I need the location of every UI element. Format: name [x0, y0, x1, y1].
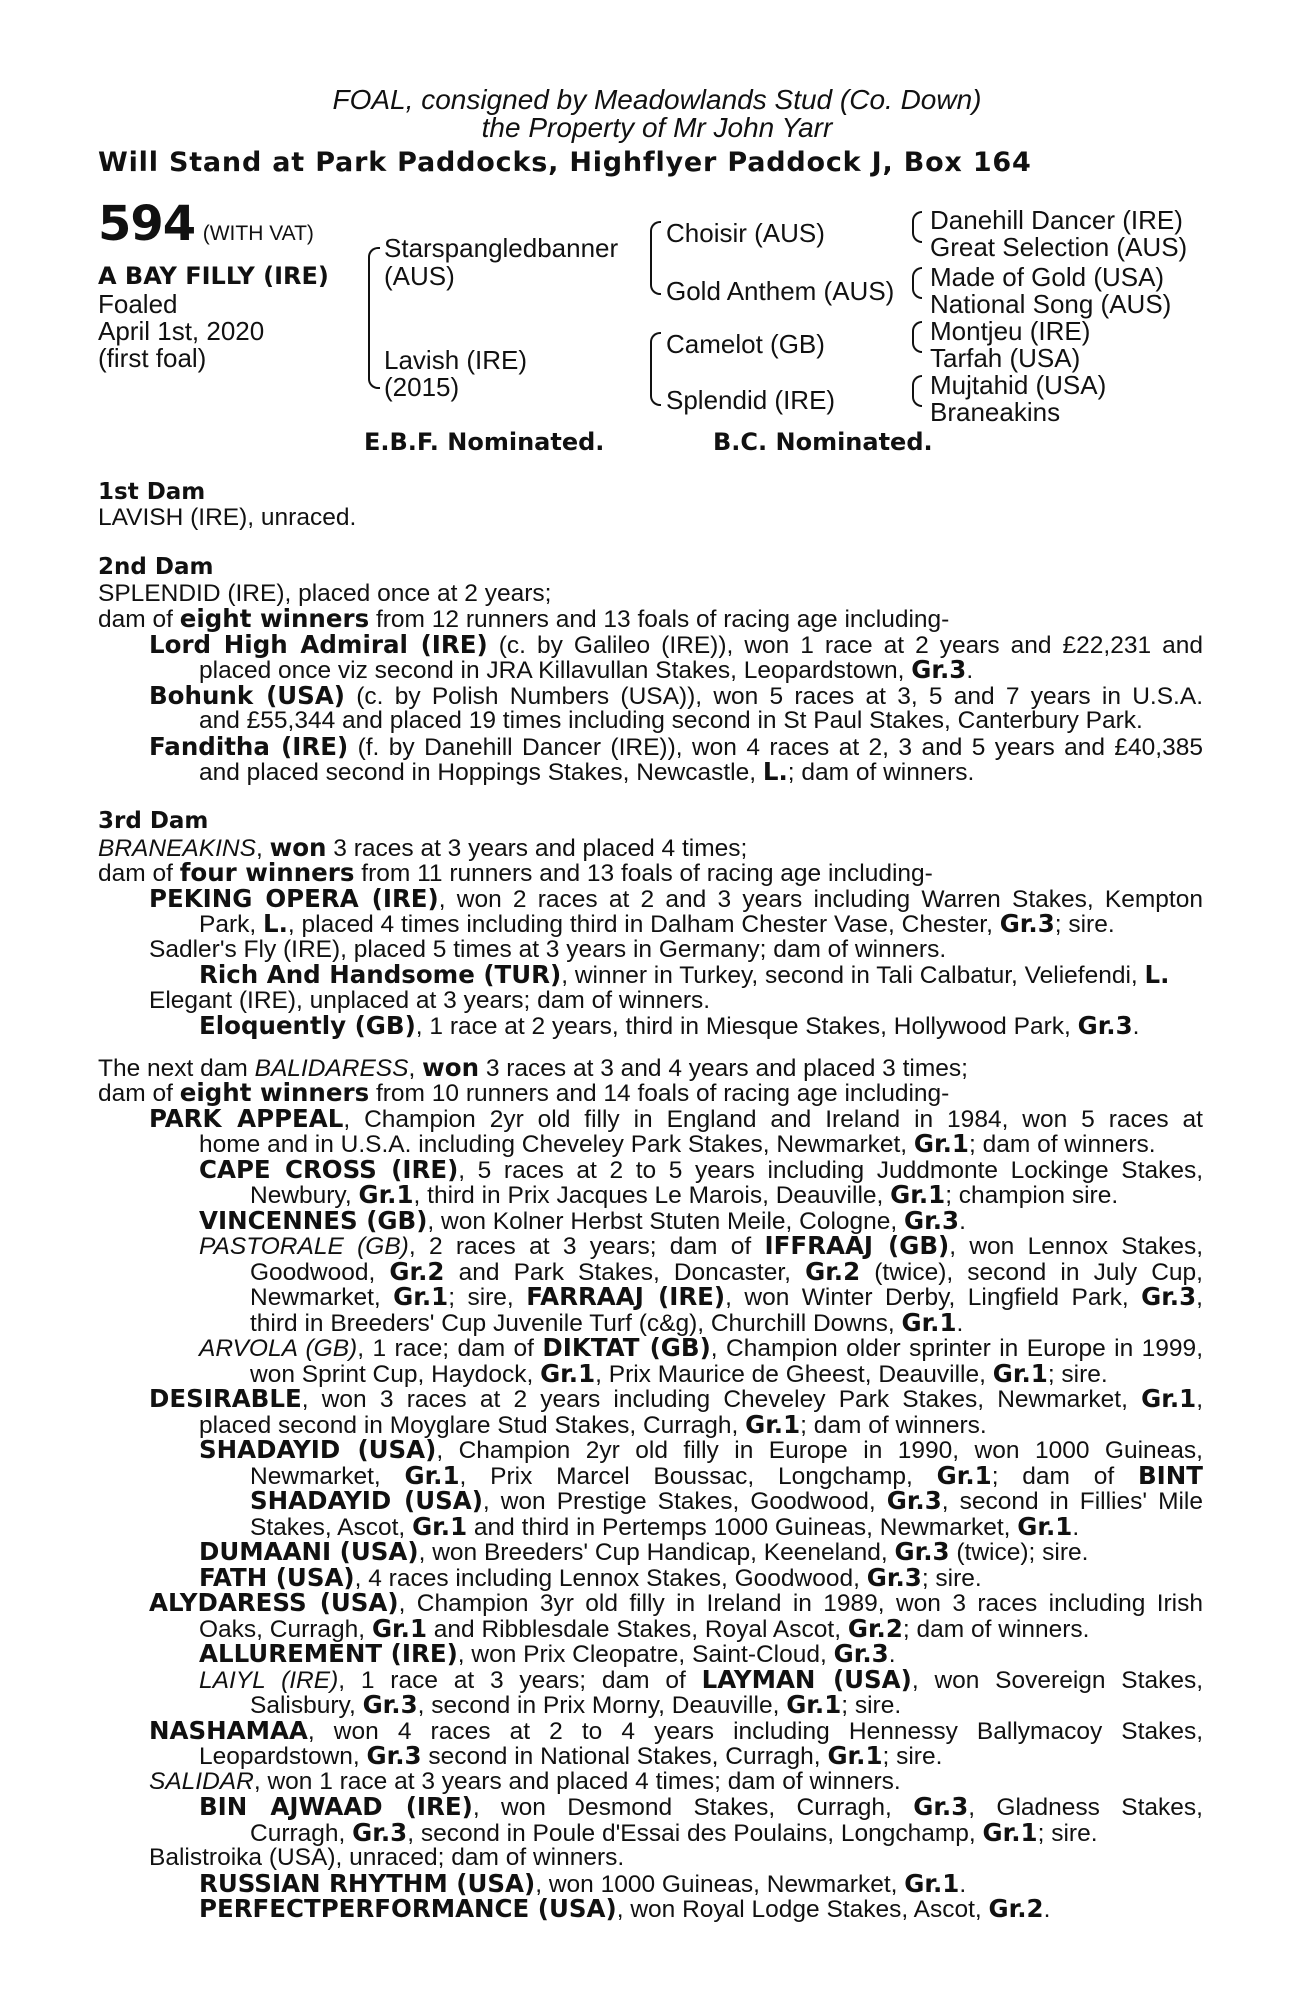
grade: Gr.2 — [847, 1614, 903, 1643]
text: dam of — [98, 860, 180, 887]
bracket-3b — [912, 226, 922, 243]
horse-name: Rich And Handsome (TUR) — [199, 960, 562, 989]
horse-name: PASTORALE (GB) — [199, 1233, 409, 1260]
text: , 2 races at 3 years; dam of — [408, 1233, 765, 1260]
second-dam-produce-line — [98, 606, 949, 633]
produce-bin-ajwaad — [199, 1794, 1203, 1821]
text: ; sire. — [841, 1692, 902, 1719]
text: The next dam — [98, 1055, 255, 1082]
produce-park-appeal — [149, 1106, 1203, 1133]
gg-7: Mujtahid (USA) — [930, 370, 1107, 400]
first-dam-heading: 1st Dam — [98, 479, 206, 505]
text: , 5 races at 2 to 5 years including Juddmonte Lockinge Stakes, — [458, 1157, 1203, 1184]
text: , 4 races including Lennox Stakes, Goodwood, — [354, 1565, 867, 1592]
text: (f. by Danehill Dancer (IRE)), won 4 races at 2, 3 and 5 years and £40,385 — [348, 734, 1203, 761]
horse-name: DESIRABLE — [149, 1384, 302, 1413]
text: dam of — [98, 1080, 180, 1107]
lot-number-row — [98, 196, 314, 252]
grade: Gr.3 — [904, 1206, 960, 1235]
produce-cape-cross — [199, 1157, 1203, 1184]
grade: Gr.1 — [358, 1180, 414, 1209]
grade: Gr.1 — [913, 1129, 969, 1158]
gg-8: Braneakins — [930, 397, 1061, 427]
text: and Ribblesdale Stakes, Royal Ascot, — [427, 1616, 848, 1643]
horse-name: FARRAAJ (IRE) — [526, 1282, 726, 1311]
text: ; sire. — [921, 1565, 982, 1592]
text: third in Breeders' Cup Juvenile Turf (c&g), Churchill Downs, — [250, 1310, 902, 1337]
dam-year: (2015) — [384, 372, 460, 402]
text: won — [422, 1053, 480, 1082]
grade: Gr.3 — [1077, 1011, 1133, 1040]
text: Oaks, Curragh, — [199, 1616, 372, 1643]
text: won — [269, 833, 327, 862]
grade: Gr.1 — [1017, 1512, 1073, 1541]
text: ; champion sire. — [945, 1182, 1119, 1209]
second-dam-heading: 2nd Dam — [98, 554, 214, 580]
produce-line — [199, 1131, 1156, 1158]
text: . — [1132, 1013, 1140, 1040]
third-dam-heading: 3rd Dam — [98, 808, 209, 834]
foaled-label: Foaled — [98, 289, 178, 319]
produce-nashamaa — [149, 1718, 1203, 1745]
bracket-3f — [912, 336, 922, 353]
grade: Gr.2 — [988, 1894, 1044, 1923]
grade: Gr.1 — [904, 1869, 960, 1898]
grade: L. — [263, 909, 288, 938]
horse-name: PERFECTPERFORMANCE (USA) — [199, 1894, 617, 1923]
gg-6: Tarfah (USA) — [930, 343, 1081, 373]
grade: Gr.1 — [540, 1359, 596, 1388]
text: , won 2 races at 2 and 3 years including Warren Stakes, Kempton — [438, 886, 1203, 913]
text: , — [1196, 1284, 1203, 1311]
text: 3 races at 3 and 4 years and placed 3 times; — [479, 1055, 968, 1082]
text: , placed 4 times including third in Dalham Chester Vase, Chester, — [287, 911, 1000, 938]
text: (c. by Polish Numbers (USA)), won 5 races at 3, 5 and 7 years in U.S.A. — [345, 683, 1203, 710]
bracket-3h — [912, 390, 922, 407]
text: , second in Prix Morny, Deauville, — [417, 1692, 787, 1719]
dam-line-bracket-lower — [650, 368, 661, 406]
text: , won Prix Cleopatre, Saint-Cloud, — [457, 1641, 834, 1668]
text: , Prix Maurice de Gheest, Deauville, — [595, 1361, 993, 1388]
gg-1: Danehill Dancer (IRE) — [930, 205, 1183, 235]
grade: Gr.1 — [890, 1180, 946, 1209]
text: Newbury, — [250, 1182, 359, 1209]
text: , won Kolner Herbst Stuten Meile, Cologne, — [427, 1208, 905, 1235]
grade: Gr.3 — [894, 1537, 950, 1566]
text: , 1 race; dam of — [357, 1335, 543, 1362]
sire-country: (AUS) — [384, 261, 455, 291]
sire-bracket — [368, 247, 380, 329]
produce-alydaress — [149, 1590, 1203, 1617]
text: , third in Prix Jacques Le Marois, Deauville, — [413, 1182, 891, 1209]
text: , won Winter Derby, Lingfield Park, — [725, 1284, 1142, 1311]
produce-pastorale — [199, 1233, 1203, 1260]
text: ; sire, — [448, 1284, 527, 1311]
text: from 11 runners and 13 foals of racing age including- — [354, 860, 933, 887]
grade: L. — [1144, 960, 1170, 989]
produce-line — [250, 1284, 1203, 1311]
produce-arvola — [199, 1335, 1203, 1362]
text: second in National Stakes, Curragh, — [421, 1743, 828, 1770]
text: Leopardstown, — [199, 1743, 367, 1770]
consignor-line: FOAL, consigned by Meadowlands Stud (Co. Down) — [332, 84, 982, 115]
grade: Gr.3 — [999, 909, 1055, 938]
grade: Gr.3 — [833, 1639, 889, 1668]
produce-line — [199, 759, 974, 786]
gg-2: Great Selection (AUS) — [930, 232, 1188, 262]
dam-name: BALIDARESS — [254, 1055, 409, 1082]
dam-name: Lavish (IRE) — [384, 345, 528, 375]
dam-bracket — [368, 327, 380, 389]
horse-name: Eloquently (GB) — [199, 1011, 416, 1040]
horse-name: FATH (USA) — [199, 1563, 355, 1592]
text: , won Royal Lodge Stakes, Ascot, — [616, 1896, 989, 1923]
grade: Gr.1 — [827, 1741, 883, 1770]
grade: Gr.1 — [936, 1461, 992, 1490]
horse-name: LAIYL (IRE) — [199, 1667, 339, 1694]
text: , — [1196, 1386, 1203, 1413]
text: . — [959, 1208, 966, 1235]
vat-label: (WITH VAT) — [202, 222, 314, 245]
grade: Gr.1 — [901, 1308, 957, 1337]
text: Salisbury, — [250, 1692, 363, 1719]
ebf-nominated: E.B.F. Nominated. — [364, 428, 605, 456]
horse-name: LAYMAN (USA) — [701, 1665, 912, 1694]
horse-name: BINT — [1137, 1461, 1203, 1490]
next-dam-produce-line — [98, 1080, 949, 1107]
sire-sire: Choisir (AUS) — [666, 218, 825, 248]
text: and third in Pertemps 1000 Guineas, Newmarket, — [467, 1514, 1018, 1541]
text: Newmarket, — [250, 1284, 394, 1311]
winners-count: eight winners — [179, 1078, 370, 1107]
grade: Gr.1 — [371, 1614, 427, 1643]
text: , won Desmond Stakes, Curragh, — [472, 1794, 914, 1821]
grade: Gr.1 — [982, 1818, 1038, 1847]
text: , 1 race at 3 years; dam of — [338, 1667, 702, 1694]
text: ; sire. — [882, 1743, 943, 1770]
text: ; dam of winners. — [968, 1131, 1156, 1158]
text: ; dam of winners. — [787, 759, 975, 786]
produce-laiyl — [199, 1667, 1203, 1694]
bracket-3d — [912, 282, 922, 299]
grade: Gr.1 — [992, 1359, 1048, 1388]
text: , won Lennox Stakes, — [949, 1233, 1204, 1260]
foaled-date: April 1st, 2020 — [98, 316, 265, 346]
text: , Champion 2yr old filly in England and Ireland in 1984, won 5 races at — [343, 1106, 1203, 1133]
grade: Gr.3 — [352, 1818, 408, 1847]
horse-name: CAPE CROSS (IRE) — [199, 1155, 459, 1184]
text: (twice), second in July Cup, — [860, 1259, 1203, 1286]
text: , Champion 2yr old filly in Europe in 1990, won 1000 Guineas, — [436, 1437, 1203, 1464]
produce-line — [250, 1820, 1098, 1847]
text: . — [959, 1871, 967, 1898]
text: from 12 runners and 13 foals of racing age including- — [369, 606, 950, 633]
text: , winner in Turkey, second in Tali Calbatur, Veliefendi, — [561, 962, 1145, 989]
horse-name: BIN AJWAAD (IRE) — [199, 1792, 473, 1821]
third-dam-produce-line — [98, 860, 933, 887]
produce-line — [199, 1743, 942, 1770]
horse-name: NASHAMAA — [149, 1716, 308, 1745]
horse-name: PARK APPEAL — [149, 1104, 344, 1133]
text: ; dam of winners. — [800, 1412, 987, 1439]
sire-line-bracket — [650, 221, 661, 259]
text: home and in U.S.A. including Cheveley Park Stakes, Newmarket, — [199, 1131, 914, 1158]
text: , — [255, 835, 270, 862]
produce-rich-and-handsome — [199, 962, 1169, 989]
dam-sire: Camelot (GB) — [666, 329, 825, 359]
text: , Champion older sprinter in Europe in 1999, — [710, 1335, 1203, 1362]
text: won Sprint Cup, Haydock, — [250, 1361, 541, 1388]
text: , won 3 races at 2 years including Cheveley Park Stakes, Newmarket, — [301, 1386, 1142, 1413]
produce-elegant: Elegant (IRE), unplaced at 3 years; dam of winners. — [149, 987, 711, 1014]
produce-desirable — [149, 1386, 1203, 1413]
text: and placed second in Hoppings Stakes, Newcastle, — [199, 759, 763, 786]
produce-eloquently — [199, 1013, 1139, 1040]
grade: Gr.2 — [805, 1257, 861, 1286]
text: , second in Fillies' Mile — [941, 1488, 1203, 1515]
text: 3 races at 3 years and placed 4 times; — [326, 835, 748, 862]
text: Goodwood, — [250, 1259, 390, 1286]
produce-dumaani — [199, 1539, 1088, 1566]
first-dam-text: LAVISH (IRE), unraced. — [98, 504, 357, 531]
text: , second in Poule d'Essai des Poulains, Longchamp, — [407, 1820, 983, 1847]
grade: Gr.3 — [366, 1741, 422, 1770]
text: , won Breeders' Cup Handicap, Keeneland, — [418, 1539, 895, 1566]
produce-bohunk — [149, 683, 1203, 710]
horse-name: Bohunk (USA) — [149, 681, 345, 710]
grade: Gr.3 — [886, 1486, 942, 1515]
dam-dam: Splendid (IRE) — [666, 385, 836, 415]
sire-dam: Gold Anthem (AUS) — [666, 276, 895, 306]
grade: Gr.2 — [389, 1257, 445, 1286]
winners-count: eight winners — [179, 604, 370, 633]
lot-number: 594 — [98, 196, 196, 252]
text: . — [1043, 1896, 1051, 1923]
text: (c. by Galileo (IRE)), won 1 race at 2 years and £22,231 and — [487, 632, 1203, 659]
text: , 1 race at 2 years, third in Miesque Stakes, Hollywood Park, — [415, 1013, 1078, 1040]
horse-name: ALYDARESS (USA) — [149, 1588, 399, 1617]
text: Curragh, — [250, 1820, 353, 1847]
dam-name: BRANEAKINS — [98, 835, 256, 862]
text: from 10 runners and 14 foals of racing age including- — [369, 1080, 950, 1107]
text: ; sire. — [1047, 1361, 1108, 1388]
text: , won Prestige Stakes, Goodwood, — [482, 1488, 887, 1515]
sire-name: Starspangledbanner — [384, 233, 619, 263]
produce-fanditha — [149, 734, 1203, 761]
text: ; dam of — [991, 1463, 1138, 1490]
text: . — [1072, 1514, 1080, 1541]
gg-4: National Song (AUS) — [930, 289, 1172, 319]
text: , Gladness Stakes, — [968, 1794, 1203, 1821]
owner-line: the Property of Mr John Yarr — [481, 112, 833, 143]
text: placed once viz second in JRA Killavullan Stakes, Leopardstown, — [199, 657, 912, 684]
produce-line — [250, 1488, 1203, 1515]
grade: Gr.3 — [1141, 1282, 1197, 1311]
horse-name: SHADAYID (USA) — [250, 1486, 483, 1515]
gg-5: Montjeu (IRE) — [930, 316, 1091, 346]
second-dam-line: SPLENDID (IRE), placed once at 2 years; — [98, 580, 552, 607]
grade: Gr.1 — [786, 1690, 842, 1719]
stable-location: Will Stand at Park Paddocks, Highflyer Paddock J, Box 164 — [98, 147, 1032, 178]
produce-allurement — [199, 1641, 896, 1668]
text: (twice); sire. — [949, 1539, 1089, 1566]
text: ; sire. — [1054, 911, 1115, 938]
grade: Gr.3 — [911, 655, 967, 684]
horse-name: PEKING OPERA (IRE) — [149, 884, 439, 913]
foal-note: (first foal) — [98, 343, 207, 373]
produce-lord-high-admiral — [149, 632, 1203, 659]
grade: Gr.1 — [404, 1461, 460, 1490]
grade: Gr.1 — [745, 1410, 801, 1439]
text: , won 1000 Guineas, Newmarket, — [535, 1871, 905, 1898]
text: and Park Stakes, Doncaster, — [444, 1259, 806, 1286]
text: , — [408, 1055, 423, 1082]
text: placed second in Moyglare Stud Stakes, Curragh, — [199, 1412, 746, 1439]
horse-name: ARVOLA (GB) — [199, 1335, 358, 1362]
text: dam of — [98, 606, 180, 633]
text: . — [966, 657, 974, 684]
produce-line — [250, 1692, 901, 1719]
text: Newmarket, — [250, 1463, 405, 1490]
horse-name: RUSSIAN RHYTHM (USA) — [199, 1869, 536, 1898]
dam-line-bracket — [650, 332, 661, 370]
horse-name: DUMAANI (USA) — [199, 1537, 419, 1566]
text: ; sire. — [1037, 1820, 1098, 1847]
horse-name: IFFRAAJ (GB) — [764, 1231, 950, 1260]
text: . — [956, 1310, 964, 1337]
horse-name: ALLUREMENT (IRE) — [199, 1639, 458, 1668]
text: Stakes, Ascot, — [250, 1514, 413, 1541]
horse-name: Fanditha (IRE) — [149, 732, 349, 761]
horse-name: Lord High Admiral (IRE) — [149, 630, 488, 659]
grade: L. — [762, 757, 788, 786]
horse-name: SHADAYID (USA) — [199, 1435, 437, 1464]
sire-line-bracket-lower — [650, 257, 661, 295]
text: , won 4 races at 2 to 4 years including Hennessy Ballymacoy Stakes, — [307, 1718, 1203, 1745]
text: , won 1 race at 3 years and placed 4 times; dam of winners. — [253, 1768, 901, 1795]
grade: Gr.1 — [412, 1512, 468, 1541]
grade: Gr.1 — [393, 1282, 449, 1311]
bc-nominated: B.C. Nominated. — [713, 428, 933, 456]
text: . — [888, 1641, 896, 1668]
horse-name: VINCENNES (GB) — [199, 1206, 428, 1235]
text: Park, — [199, 911, 263, 938]
grade: Gr.1 — [1141, 1384, 1197, 1413]
produce-line — [250, 1182, 1118, 1209]
grade: Gr.3 — [913, 1792, 969, 1821]
lot-name: A BAY FILLY (IRE) — [98, 262, 329, 290]
produce-salidar — [149, 1769, 901, 1795]
text: , Prix Marcel Boussac, Longchamp, — [459, 1463, 937, 1490]
gg-3: Made of Gold (USA) — [930, 262, 1165, 292]
produce-line — [199, 657, 973, 684]
produce-line: and £55,344 and placed 19 times including second in St Paul Stakes, Canterbury Park. — [199, 707, 1143, 734]
grade: Gr.3 — [362, 1690, 418, 1719]
winners-count: four winners — [179, 858, 355, 887]
horse-name: SALIDAR — [149, 1768, 254, 1795]
produce-shadayid — [199, 1437, 1203, 1464]
produce-sadlers-fly: Sadler's Fly (IRE), placed 5 times at 3 years in Germany; dam of winners. — [149, 936, 947, 963]
produce-balistroika: Balistroika (USA), unraced; dam of winners. — [149, 1844, 625, 1871]
text: , Champion 3yr old filly in Ireland in 1989, won 3 races including Irish — [398, 1590, 1203, 1617]
grade: Gr.3 — [866, 1563, 922, 1592]
horse-name: DIKTAT (GB) — [542, 1333, 711, 1362]
produce-perfectperformance — [199, 1896, 1050, 1923]
produce-line — [250, 1361, 1108, 1388]
produce-line — [199, 911, 1115, 938]
text: , won Sovereign Stakes, — [911, 1667, 1204, 1694]
text: ; dam of winners. — [902, 1616, 1090, 1643]
